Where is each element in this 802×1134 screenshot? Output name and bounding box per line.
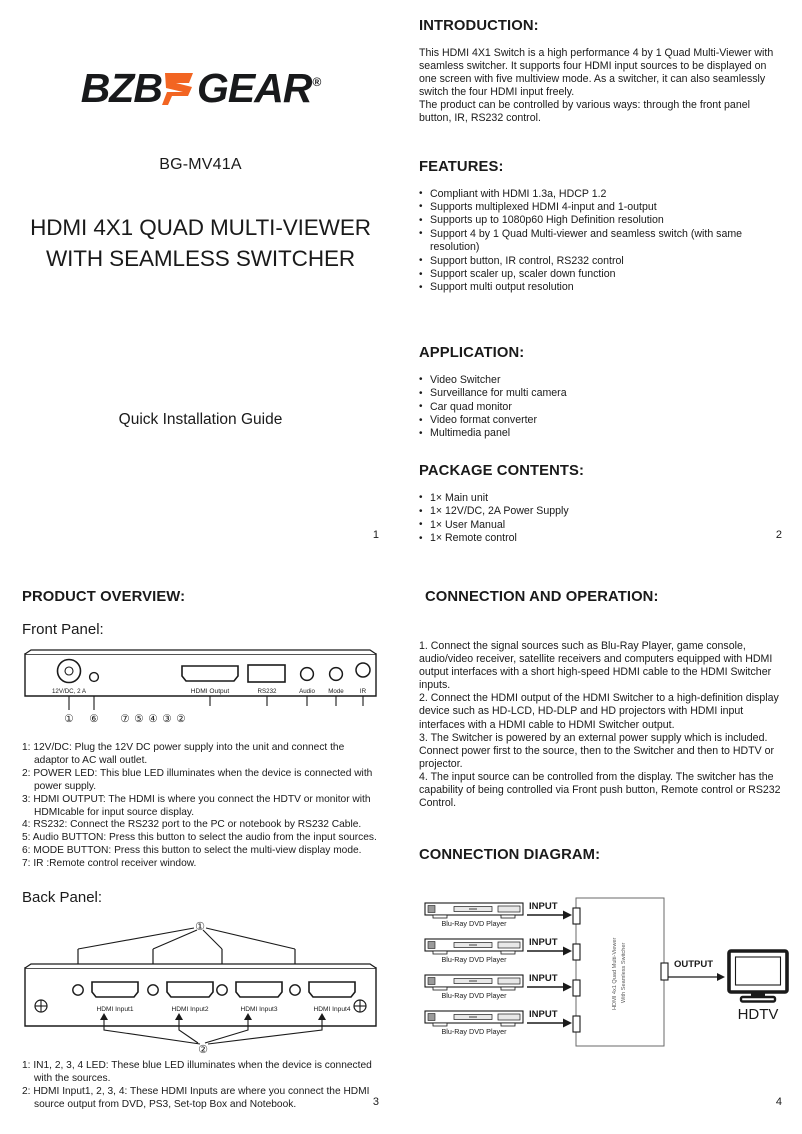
svg-text:Audio: Audio (299, 688, 315, 695)
list-item: 2: HDMI Input1, 2, 3, 4: These HDMI Inputs are where you connect the HDMI source output from DVD, PS3, Set-top Box and Notebook. (22, 1085, 370, 1110)
list-item: • Video format converter (419, 414, 782, 427)
product-title (22, 212, 379, 274)
list-item: • Supports up to 1080p60 High Definition resolution (419, 214, 782, 227)
page-3-product-overview (0, 567, 401, 1134)
page-1-cover (0, 0, 401, 567)
connection-diagram (419, 885, 782, 1075)
svg-text:IR: IR (359, 688, 367, 695)
list-item: • Support 4 by 1 Quad Multi-viewer and seamless switch (with same resolution) (419, 228, 782, 255)
svg-text:Blu-Ray DVD Player: Blu-Ray DVD Player (441, 991, 507, 1001)
svg-text:Blu-Ray DVD Player: Blu-Ray DVD Player (441, 955, 507, 965)
svg-text:INPUT: INPUT (529, 973, 558, 985)
svg-text:INPUT: INPUT (529, 1009, 558, 1021)
list-item: 7: IR :Remote control receiver window. (22, 858, 197, 870)
application-heading: APPLICATION: (419, 344, 525, 361)
logo-bzb: BZB (80, 65, 162, 111)
back-panel-notes (22, 1060, 379, 1112)
registered-trademark-icon: ® (312, 75, 321, 89)
connection-step-4: 4. The input source can be controlled from the display. The switcher has the capability of being controlled via Front push button, Remote control or RS232 Control. (419, 770, 781, 810)
svg-text:②: ② (198, 1044, 208, 1057)
connection-steps (419, 640, 782, 810)
svg-text:Blu-Ray DVD Player: Blu-Ray DVD Player (441, 1027, 507, 1037)
list-item: • Support button, IR control, RS232 control (419, 255, 782, 268)
connection-step-2: 2. Connect the HDMI output of the HDMI Switcher to a high-definition display device such as HD-LCD, HD-DLP and HD projectors with HDMI input interfaces with a HDMI cable to HDMI Switcher output. (419, 692, 779, 731)
connection-diagram-heading: CONNECTION DIAGRAM: (419, 847, 601, 864)
svg-text:HDMI Input4: HDMI Input4 (313, 1006, 351, 1014)
svg-text:⑦: ⑦ (120, 713, 130, 725)
product-overview-heading: PRODUCT OVERVIEW: (22, 589, 186, 605)
front-panel-diagram (22, 648, 379, 736)
package-contents-heading: PACKAGE CONTENTS: (419, 462, 585, 479)
quick-installation-guide-label: Quick Installation Guide (118, 411, 283, 428)
brand-logo (22, 56, 379, 111)
introduction-paragraph-2: The product can be controlled by various ways: through the front panel button, IR, RS232 control. (419, 99, 750, 125)
svg-text:HDMI Output: HDMI Output (190, 688, 230, 695)
model-number: BG-MV41A (159, 156, 242, 173)
list-item: • 1× 12V/DC, 2A Power Supply (419, 505, 782, 518)
features-list (419, 188, 782, 295)
list-item: • Car quad monitor (419, 401, 782, 414)
list-item: 6: MODE BUTTON: Press this button to select the multi-view display mode. (22, 845, 362, 857)
svg-text:④: ④ (148, 713, 158, 725)
page-number: 2 (775, 529, 782, 541)
list-item: 5: Audio BUTTON: Press this button to select the audio from the input sources. (22, 832, 377, 844)
list-item: 2: POWER LED: This blue LED illuminates when the device is connected with power supply. (22, 767, 373, 792)
front-panel-label: Front Panel: (22, 621, 104, 638)
svg-text:INPUT: INPUT (529, 901, 558, 913)
application-list (419, 374, 782, 441)
connection-step-3: 3. The Switcher is powered by an external power supply which is included. Connect power first to the source, then to the Switcher and then to HDTV or projector. (419, 731, 775, 770)
svg-text:HDMI Input1: HDMI Input1 (96, 1006, 134, 1014)
page-number: 1 (372, 529, 379, 541)
svg-text:③: ③ (162, 713, 172, 725)
svg-text:⑤: ⑤ (134, 713, 144, 725)
svg-text:Mode: Mode (328, 688, 344, 695)
page-number: 3 (372, 1096, 379, 1108)
page-4-connection (401, 567, 802, 1134)
svg-text:With Seamless Switcher: With Seamless Switcher (621, 942, 627, 1004)
svg-text:HDTV: HDTV (737, 1006, 779, 1024)
svg-text:OUTPUT: OUTPUT (674, 959, 714, 971)
connection-operation-heading: CONNECTION AND OPERATION: (425, 589, 659, 605)
svg-text:INPUT: INPUT (529, 937, 558, 949)
product-title-line-1: HDMI 4X1 QUAD MULTI-VIEWER (30, 215, 371, 240)
list-item: • Multimedia panel (419, 427, 782, 440)
page-number: 4 (775, 1096, 782, 1108)
front-panel-notes (22, 742, 379, 871)
page-2-intro (401, 0, 802, 567)
logo-gear: GEAR (196, 65, 312, 111)
connection-step-1: 1. Connect the signal sources such as Blu-Ray Player, game console, audio/video receiver, satellite receivers and computers equipped with HDMI output interfaces with a short high-speed HDMI cable to the HDMI Switcher inputs. (419, 640, 773, 692)
list-item: • Support scaler up, scaler down function (419, 268, 782, 281)
svg-text:①: ① (64, 713, 74, 725)
svg-text:HDMI 4x1 Quad Multi-Viewer: HDMI 4x1 Quad Multi-Viewer (612, 937, 618, 1011)
product-title-line-2: WITH SEAMLESS SWITCHER (45, 246, 356, 271)
svg-text:②: ② (176, 713, 186, 725)
introduction-body (419, 47, 782, 126)
list-item: • 1× Remote control (419, 532, 782, 545)
package-contents-list (419, 492, 782, 546)
logo-text (81, 56, 321, 114)
list-item: • Support multi output resolution (419, 281, 782, 294)
svg-text:⑥: ⑥ (89, 713, 99, 725)
introduction-paragraph-1: This HDMI 4X1 Switch is a high performance 4 by 1 Quad Multi-Viewer with seamless switcher. It supports four HDMI input sources to be displayed on one screen with five multiview mode. As a switcher, it can also seamlessly switch the four HDMI input freely. (419, 47, 774, 99)
svg-text:12V/DC, 2 A: 12V/DC, 2 A (51, 688, 87, 695)
svg-text:HDMI Input3: HDMI Input3 (240, 1006, 278, 1014)
list-item: 1: IN1, 2, 3, 4 LED: These blue LED illuminates when the device is connected with the sources. (22, 1060, 372, 1084)
list-item: 4: RS232: Connect the RS232 port to the PC or notebook by RS232 Cable. (22, 819, 362, 831)
list-item: 1: 12V/DC: Plug the 12V DC power supply into the unit and connect the adaptor to AC wall outlet. (22, 742, 345, 766)
introduction-heading: INTRODUCTION: (419, 18, 539, 34)
list-item: • 1× Main unit (419, 492, 782, 505)
list-item: • 1× User Manual (419, 519, 782, 532)
svg-text:RS232: RS232 (257, 688, 277, 695)
svg-text:HDMI Input2: HDMI Input2 (171, 1006, 209, 1014)
list-item: 3: HDMI OUTPUT: The HDMI is where you connect the HDTV or monitor with HDMIcable for input source display. (22, 793, 371, 818)
back-panel-label: Back Panel: (22, 889, 103, 907)
list-item: • Compliant with HDMI 1.3a, HDCP 1.2 (419, 188, 782, 201)
back-panel-diagram (22, 916, 379, 1056)
features-heading: FEATURES: (419, 158, 504, 175)
svg-text:①: ① (195, 921, 205, 934)
list-item: • Video Switcher (419, 374, 782, 387)
logo-z-mark-icon (159, 70, 199, 108)
svg-text:Blu-Ray DVD Player: Blu-Ray DVD Player (441, 919, 507, 929)
list-item: • Surveillance for multi camera (419, 387, 782, 400)
list-item: • Supports multiplexed HDMI 4-input and 1-output (419, 201, 782, 214)
